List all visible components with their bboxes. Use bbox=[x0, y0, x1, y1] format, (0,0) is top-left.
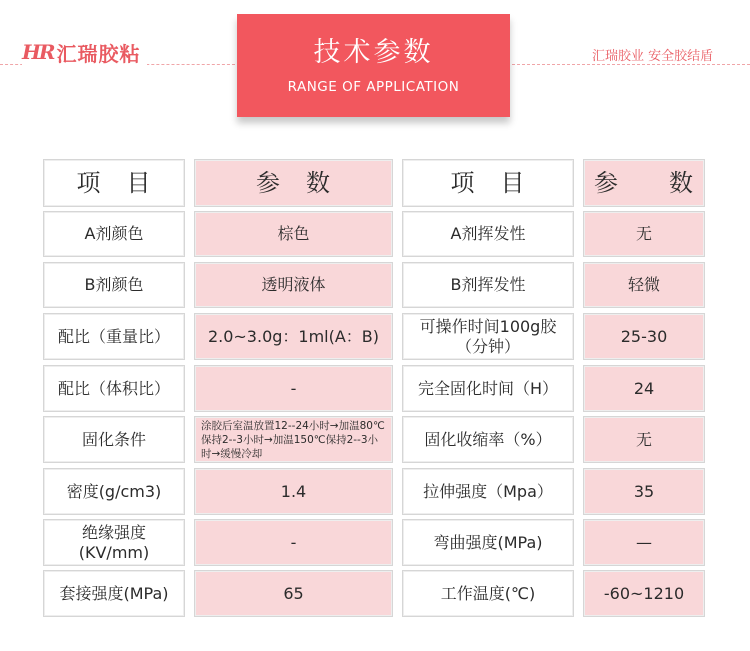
row7-item-b: 弯曲强度(MPa) bbox=[402, 519, 574, 566]
row3-item-b: 可操作时间100g胶（分钟） bbox=[402, 313, 574, 360]
page-subtitle: RANGE OF APPLICATION bbox=[287, 79, 460, 95]
row2-item-b: B剂挥发性 bbox=[402, 262, 574, 308]
row8-value-b: -60~1210 bbox=[583, 570, 705, 617]
row5-value-b: 无 bbox=[583, 416, 705, 463]
row2-value-a: 透明液体 bbox=[194, 262, 393, 308]
row5-item-a: 固化条件 bbox=[43, 416, 185, 463]
row4-item-b: 完全固化时间（H） bbox=[402, 365, 574, 412]
row5-value-a: 涂胶后室温放置12--24小时→加温80℃保持2--3小时→加温150℃保持2--3小时→缓慢冷却 bbox=[194, 416, 393, 463]
row8-item-b: 工作温度(℃) bbox=[402, 570, 574, 617]
row7-value-a: - bbox=[194, 519, 393, 566]
row5-item-b: 固化收缩率（%） bbox=[402, 416, 574, 463]
row8-item-a: 套接强度(MPa) bbox=[43, 570, 185, 617]
row1-value-b: 无 bbox=[583, 211, 705, 257]
row4-value-a: - bbox=[194, 365, 393, 412]
row3-value-a: 2.0~3.0g：1ml(A：B) bbox=[194, 313, 393, 360]
row4-item-a: 配比（体积比） bbox=[43, 365, 185, 412]
row1-item-b: A剂挥发性 bbox=[402, 211, 574, 257]
row3-value-b: 25-30 bbox=[583, 313, 705, 360]
page-title: 技术参数 bbox=[313, 37, 434, 68]
logo-text: 汇瑞胶粘 bbox=[56, 41, 141, 66]
logo-mark: HR bbox=[22, 40, 54, 64]
row2-item-a: B剂颜色 bbox=[43, 262, 185, 308]
row3-item-a: 配比（重量比） bbox=[43, 313, 185, 360]
row4-value-b: 24 bbox=[583, 365, 705, 412]
brand-logo bbox=[22, 38, 147, 66]
header-cell-param-2: 参 数 bbox=[583, 159, 705, 207]
row6-value-a: 1.4 bbox=[194, 468, 393, 515]
title-banner bbox=[237, 14, 510, 117]
header-cell-item-2: 项 目 bbox=[402, 159, 574, 207]
row7-value-b: — bbox=[583, 519, 705, 566]
header-cell-item-1: 项 目 bbox=[43, 159, 185, 207]
header-cell-param-1: 参 数 bbox=[194, 159, 393, 207]
header-divider-right bbox=[512, 64, 750, 65]
row1-item-a: A剂颜色 bbox=[43, 211, 185, 257]
row6-value-b: 35 bbox=[583, 468, 705, 515]
row1-value-a: 棕色 bbox=[194, 211, 393, 257]
row6-item-b: 拉伸强度（Mpa） bbox=[402, 468, 574, 515]
row6-item-a: 密度(g/cm3) bbox=[43, 468, 185, 515]
row2-value-b: 轻微 bbox=[583, 262, 705, 308]
row8-value-a: 65 bbox=[194, 570, 393, 617]
brand-slogan: 汇瑞胶业 安全胶结盾 bbox=[590, 45, 715, 64]
row7-item-a: 绝缘强度(KV/mm) bbox=[43, 519, 185, 566]
